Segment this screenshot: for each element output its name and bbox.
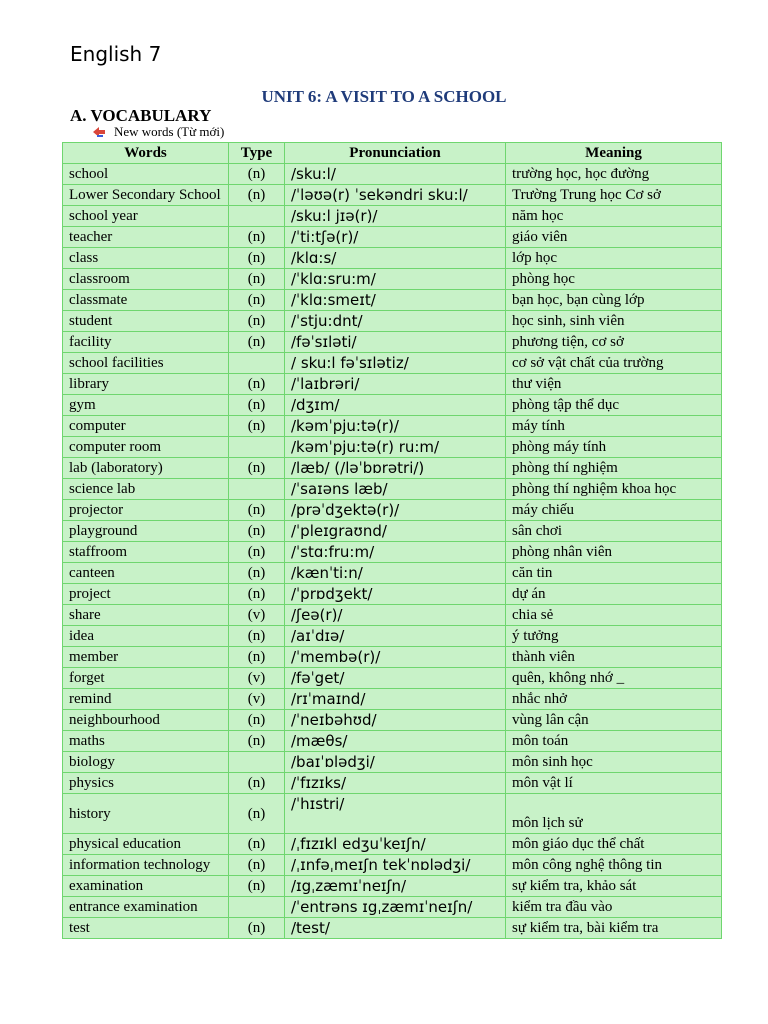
cell-type: (n)	[229, 269, 285, 290]
cell-meaning: môn giáo dục thể chất	[506, 834, 722, 855]
cell-word: share	[63, 605, 229, 626]
cell-pronunciation: /baɪˈɒlədʒi/	[285, 752, 506, 773]
cell-type: (n)	[229, 647, 285, 668]
cell-word: library	[63, 374, 229, 395]
cell-meaning: thư viện	[506, 374, 722, 395]
cell-word: forget	[63, 668, 229, 689]
cell-meaning: thành viên	[506, 647, 722, 668]
cell-type: (n)	[229, 458, 285, 479]
cell-type: (n)	[229, 395, 285, 416]
cell-word: remind	[63, 689, 229, 710]
table-row	[63, 374, 722, 395]
cell-word: biology	[63, 752, 229, 773]
cell-type: (n)	[229, 164, 285, 185]
table-row	[63, 584, 722, 605]
cell-word: classroom	[63, 269, 229, 290]
table-row	[63, 332, 722, 353]
table-row	[63, 311, 722, 332]
cell-pronunciation: /test/	[285, 918, 506, 939]
cell-word: examination	[63, 876, 229, 897]
cell-type: (n)	[229, 185, 285, 206]
cell-type: (v)	[229, 689, 285, 710]
table-row	[63, 605, 722, 626]
cell-type: (n)	[229, 521, 285, 542]
cell-meaning: cơ sở vật chất của trường	[506, 353, 722, 374]
cell-meaning: môn lịch sử	[506, 794, 722, 834]
table-row	[63, 248, 722, 269]
cell-pronunciation: /kəmˈpju:tə(r)/	[285, 416, 506, 437]
table-row	[63, 794, 722, 834]
cell-type: (n)	[229, 855, 285, 876]
cell-meaning: phòng thí nghiệm	[506, 458, 722, 479]
table-row	[63, 710, 722, 731]
cell-type: (n)	[229, 876, 285, 897]
cell-pronunciation: /aɪˈdɪə/	[285, 626, 506, 647]
cell-word: test	[63, 918, 229, 939]
cell-type: (n)	[229, 290, 285, 311]
cell-pronunciation: /ˈstju:dnt/	[285, 311, 506, 332]
cell-type: (n)	[229, 500, 285, 521]
cell-word: physical education	[63, 834, 229, 855]
vocabulary-table	[62, 142, 722, 939]
header-pronunciation: Pronunciation	[285, 143, 506, 164]
table-row	[63, 834, 722, 855]
section-heading: A. VOCABULARY	[70, 106, 212, 125]
cell-word: class	[63, 248, 229, 269]
cell-type	[229, 752, 285, 773]
cell-word: idea	[63, 626, 229, 647]
cell-meaning: phòng thí nghiệm khoa học	[506, 479, 722, 500]
cell-word: computer room	[63, 437, 229, 458]
cell-type: (n)	[229, 248, 285, 269]
subsection-label: New words (Từ mới)	[114, 124, 225, 139]
cell-pronunciation: /klɑ:s/	[285, 248, 506, 269]
table-row	[63, 353, 722, 374]
table-row	[63, 731, 722, 752]
cell-word: staffroom	[63, 542, 229, 563]
cell-meaning: quên, không nhớ _	[506, 668, 722, 689]
cell-pronunciation: /ˈhɪstri/	[285, 794, 506, 834]
cell-meaning: phòng nhân viên	[506, 542, 722, 563]
cell-word: teacher	[63, 227, 229, 248]
cell-pronunciation: /dʒɪm/	[285, 395, 506, 416]
cell-meaning: phương tiện, cơ sở	[506, 332, 722, 353]
cell-meaning: phòng tập thể dục	[506, 395, 722, 416]
cell-meaning: trường học, học đường	[506, 164, 722, 185]
cell-meaning: kiểm tra đầu vào	[506, 897, 722, 918]
cell-pronunciation: /ˈsaɪəns læb/	[285, 479, 506, 500]
cell-type: (n)	[229, 794, 285, 834]
cell-word: physics	[63, 773, 229, 794]
cell-type: (n)	[229, 710, 285, 731]
cell-pronunciation: /mæθs/	[285, 731, 506, 752]
cell-pronunciation: /rɪˈmaɪnd/	[285, 689, 506, 710]
table-row	[63, 269, 722, 290]
cell-meaning: sân chơi	[506, 521, 722, 542]
cell-type: (n)	[229, 584, 285, 605]
cell-type	[229, 897, 285, 918]
cell-pronunciation: /ˈfɪzɪks/	[285, 773, 506, 794]
cell-type: (n)	[229, 563, 285, 584]
cell-word: lab (laboratory)	[63, 458, 229, 479]
table-row	[63, 416, 722, 437]
table-row	[63, 521, 722, 542]
table-row	[63, 437, 722, 458]
cell-pronunciation: /ˈləʊə(r) ˈsekəndri sku:l/	[285, 185, 506, 206]
header-meaning: Meaning	[506, 143, 722, 164]
cell-word: member	[63, 647, 229, 668]
table-row	[63, 542, 722, 563]
pointer-bullet-icon	[92, 126, 106, 138]
cell-word: student	[63, 311, 229, 332]
cell-type: (n)	[229, 311, 285, 332]
table-row	[63, 164, 722, 185]
cell-pronunciation: /ˈlaɪbrəri/	[285, 374, 506, 395]
cell-word: Lower Secondary School	[63, 185, 229, 206]
cell-type: (n)	[229, 626, 285, 647]
cell-word: classmate	[63, 290, 229, 311]
cell-meaning: căn tin	[506, 563, 722, 584]
cell-type	[229, 437, 285, 458]
cell-pronunciation: /ˈklɑ:sru:m/	[285, 269, 506, 290]
cell-pronunciation: /ˈprɒdʒekt/	[285, 584, 506, 605]
cell-pronunciation: /ˈklɑ:smeɪt/	[285, 290, 506, 311]
cell-meaning: bạn học, bạn cùng lớp	[506, 290, 722, 311]
cell-pronunciation: /ˈentrəns ɪgˌzæmɪˈneɪʃn/	[285, 897, 506, 918]
table-header-row	[63, 143, 722, 164]
cell-pronunciation: /fəˈsɪləti/	[285, 332, 506, 353]
cell-pronunciation: /fəˈget/	[285, 668, 506, 689]
cell-meaning: dự án	[506, 584, 722, 605]
cell-meaning: phòng máy tính	[506, 437, 722, 458]
table-row	[63, 479, 722, 500]
table-row	[63, 500, 722, 521]
cell-type: (v)	[229, 605, 285, 626]
table-row	[63, 227, 722, 248]
table-row	[63, 773, 722, 794]
cell-type: (n)	[229, 834, 285, 855]
cell-meaning: máy chiếu	[506, 500, 722, 521]
cell-meaning: môn vật lí	[506, 773, 722, 794]
unit-title: UNIT 6: A VISIT TO A SCHOOL	[261, 87, 507, 106]
cell-pronunciation: /læb/ (/ləˈbɒrətri/)	[285, 458, 506, 479]
cell-pronunciation: /ʃeə(r)/	[285, 605, 506, 626]
cell-type: (n)	[229, 731, 285, 752]
cell-pronunciation: /kænˈti:n/	[285, 563, 506, 584]
cell-pronunciation: /ˈpleɪgraʊnd/	[285, 521, 506, 542]
cell-type	[229, 206, 285, 227]
cell-pronunciation: /sku:l/	[285, 164, 506, 185]
cell-meaning: giáo viên	[506, 227, 722, 248]
cell-type	[229, 479, 285, 500]
cell-meaning: lớp học	[506, 248, 722, 269]
cell-type: (n)	[229, 416, 285, 437]
cell-meaning: nhắc nhở	[506, 689, 722, 710]
cell-pronunciation: /ˌfɪzɪkl edʒuˈkeɪʃn/	[285, 834, 506, 855]
cell-word: science lab	[63, 479, 229, 500]
table-row	[63, 206, 722, 227]
table-row	[63, 876, 722, 897]
cell-word: maths	[63, 731, 229, 752]
cell-pronunciation: /prəˈdʒektə(r)/	[285, 500, 506, 521]
table-row	[63, 752, 722, 773]
cell-meaning: phòng học	[506, 269, 722, 290]
cell-type: (n)	[229, 918, 285, 939]
cell-meaning: môn sinh học	[506, 752, 722, 773]
cell-meaning: năm học	[506, 206, 722, 227]
cell-meaning: sự kiểm tra, khảo sát	[506, 876, 722, 897]
cell-type: (n)	[229, 374, 285, 395]
cell-meaning: chia sẻ	[506, 605, 722, 626]
table-body	[63, 164, 722, 939]
cell-word: school	[63, 164, 229, 185]
table-row	[63, 395, 722, 416]
cell-type: (n)	[229, 773, 285, 794]
cell-meaning: sự kiểm tra, bài kiểm tra	[506, 918, 722, 939]
cell-meaning: môn toán	[506, 731, 722, 752]
cell-pronunciation: /kəmˈpju:tə(r) ru:m/	[285, 437, 506, 458]
cell-meaning: máy tính	[506, 416, 722, 437]
cell-meaning: học sinh, sinh viên	[506, 311, 722, 332]
table-row	[63, 185, 722, 206]
cell-pronunciation: / sku:l fəˈsɪlətiz/	[285, 353, 506, 374]
cell-word: project	[63, 584, 229, 605]
table-row	[63, 689, 722, 710]
cell-meaning: vùng lân cận	[506, 710, 722, 731]
cell-meaning: môn công nghệ thông tin	[506, 855, 722, 876]
cell-word: information technology	[63, 855, 229, 876]
cell-pronunciation: /ˈmembə(r)/	[285, 647, 506, 668]
cell-pronunciation: /ˌɪnfəˌmeɪʃn tekˈnɒlədʒi/	[285, 855, 506, 876]
cell-word: projector	[63, 500, 229, 521]
cell-word: school facilities	[63, 353, 229, 374]
cell-pronunciation: /sku:l jɪə(r)/	[285, 206, 506, 227]
table-row	[63, 458, 722, 479]
table-row	[63, 563, 722, 584]
cell-word: gym	[63, 395, 229, 416]
cell-word: facility	[63, 332, 229, 353]
cell-pronunciation: /ɪgˌzæmɪˈneɪʃn/	[285, 876, 506, 897]
table-row	[63, 290, 722, 311]
cell-type: (v)	[229, 668, 285, 689]
cell-pronunciation: /ˈneɪbəhʊd/	[285, 710, 506, 731]
cell-type: (n)	[229, 227, 285, 248]
table-row	[63, 897, 722, 918]
table-row	[63, 668, 722, 689]
course-title: English 7	[70, 42, 162, 66]
table-row	[63, 855, 722, 876]
cell-pronunciation: /ˈstɑ:fru:m/	[285, 542, 506, 563]
table-row	[63, 918, 722, 939]
cell-meaning: Trường Trung học Cơ sở	[506, 185, 722, 206]
cell-word: neighbourhood	[63, 710, 229, 731]
cell-word: canteen	[63, 563, 229, 584]
cell-word: history	[63, 794, 229, 834]
cell-type	[229, 353, 285, 374]
cell-word: computer	[63, 416, 229, 437]
header-type: Type	[229, 143, 285, 164]
cell-word: entrance examination	[63, 897, 229, 918]
subsection	[92, 124, 224, 140]
cell-type: (n)	[229, 542, 285, 563]
cell-word: school year	[63, 206, 229, 227]
table-row	[63, 626, 722, 647]
cell-type: (n)	[229, 332, 285, 353]
cell-word: playground	[63, 521, 229, 542]
cell-pronunciation: /ˈti:tʃə(r)/	[285, 227, 506, 248]
cell-meaning: ý tưởng	[506, 626, 722, 647]
header-words: Words	[63, 143, 229, 164]
table-row	[63, 647, 722, 668]
